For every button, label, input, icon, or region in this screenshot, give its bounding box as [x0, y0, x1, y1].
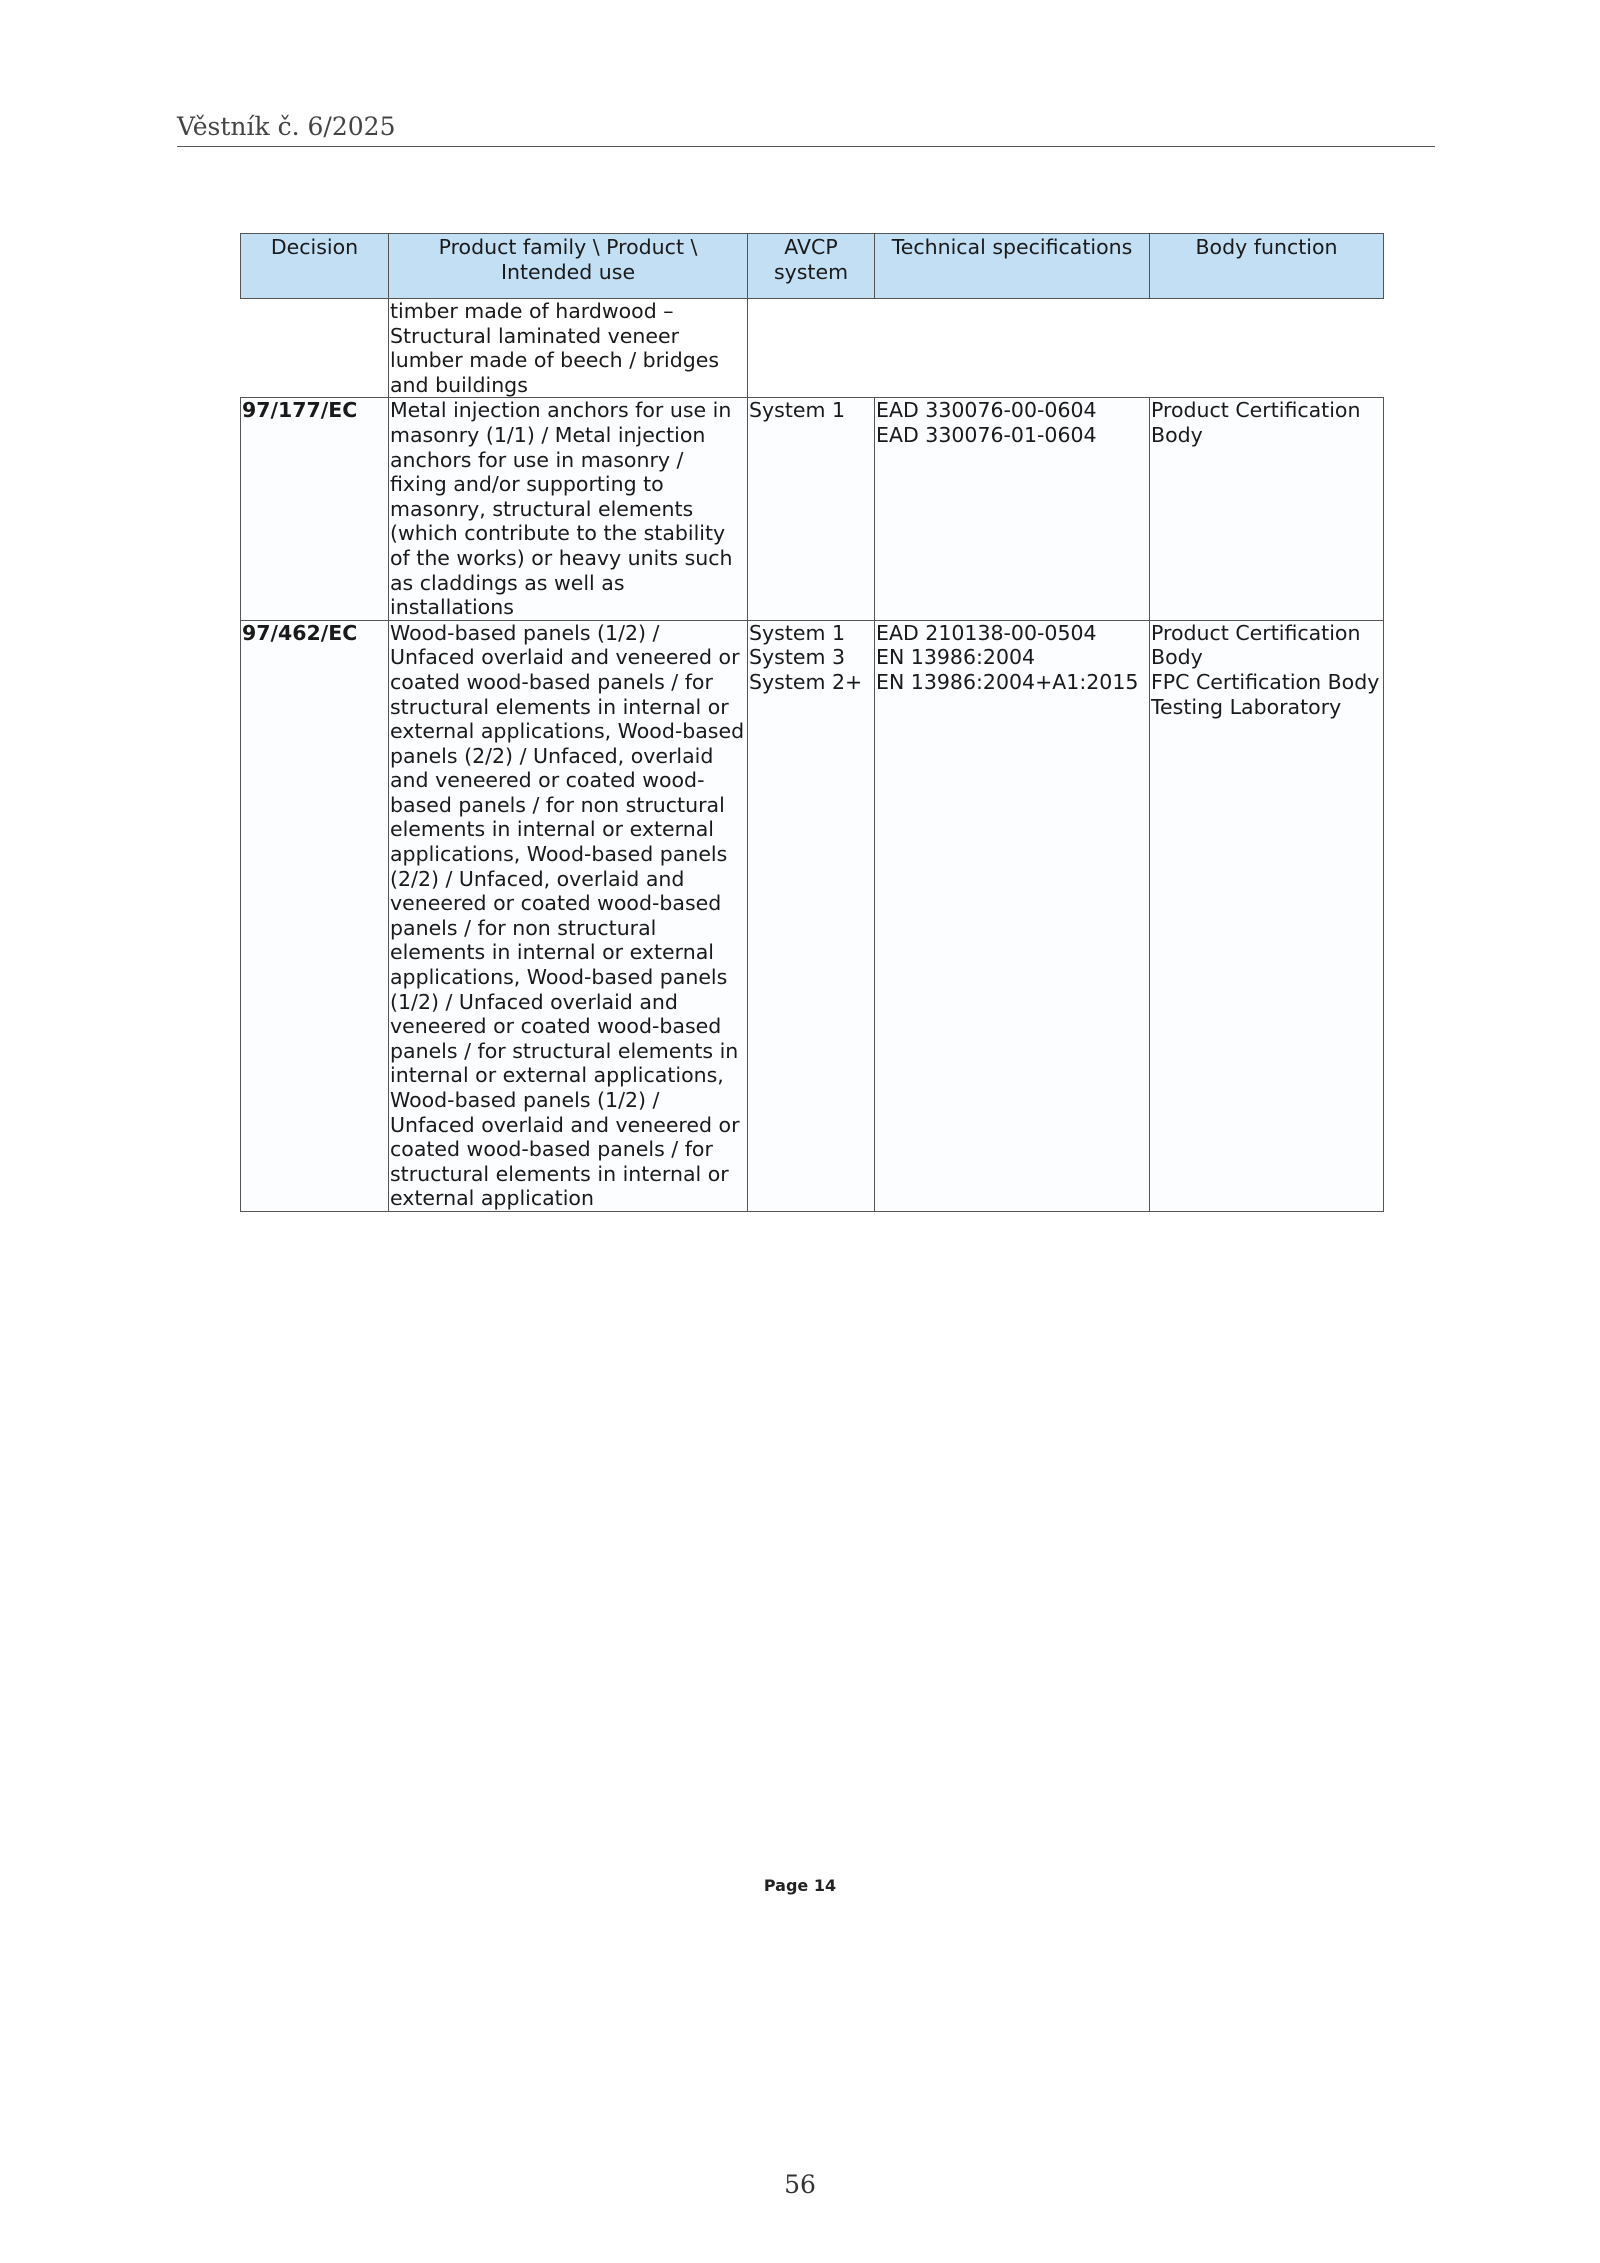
specification: EN 13986:2004+A1:2015: [876, 669, 1139, 694]
avcp-system: System 1: [749, 398, 846, 423]
body-function-cell: [1150, 620, 1384, 1211]
empty-cell: [241, 299, 389, 398]
column-header-body-function: Body function: [1150, 234, 1384, 299]
specification: EAD 330076-01-0604: [876, 422, 1097, 447]
column-header-decision: Decision: [241, 234, 389, 299]
decision-cell: 97/177/EC: [241, 398, 389, 620]
product-cell: timber made of hardwood – Structural laminated veneer lumber made of beech / bridges and buildings: [389, 299, 748, 398]
decision-cell: 97/462/EC: [241, 620, 389, 1211]
specification: EN 13986:2004: [876, 645, 1036, 670]
table-row: [241, 398, 1384, 620]
body-function: Product Certification Body: [1151, 398, 1361, 447]
body-function-cell: [1150, 398, 1384, 620]
specification-table: [240, 233, 1384, 1212]
column-header-specifications: Technical specifications: [875, 234, 1150, 299]
avcp-cell: [748, 620, 875, 1211]
specification: EAD 210138-00-0504: [876, 620, 1097, 645]
body-function: FPC Certification Body: [1151, 669, 1380, 694]
avcp-system: System 2+: [749, 669, 863, 694]
running-header: Věstník č. 6/2025: [177, 112, 396, 141]
empty-cell: [748, 299, 1384, 398]
page-number: 56: [784, 2170, 816, 2199]
specifications-cell: [875, 398, 1150, 620]
body-function: Testing Laboratory: [1151, 694, 1342, 719]
table-row-continuation: [241, 299, 1384, 398]
avcp-system: System 1: [749, 620, 846, 645]
table-header-row: [241, 234, 1384, 299]
specification: EAD 330076-00-0604: [876, 398, 1097, 423]
product-cell: Wood-based panels (1/2) / Unfaced overlaid and veneered or coated wood-based panels / for structural elements in internal or external applications, Wood-based panels (2/2) / Unfaced, overlaid and veneered or coated wood-based panels / for non structural elements in internal or external applications, Wood-based panels (2/2) / Unfaced, overlaid and veneered or coated wood-based panels / for non structural elements in internal or external applications, Wood-based panels (1/2) / Unfaced overlaid and veneered or coated wood-based panels / for structural elements in internal or external applications, Wood-based panels (1/2) / Unfaced overlaid and veneered or coated wood-based panels / for structural elements in internal or external application: [389, 620, 748, 1211]
column-header-product: Product family \ Product \ Intended use: [389, 234, 748, 299]
specifications-cell: [875, 620, 1150, 1211]
avcp-system: System 3: [749, 645, 846, 670]
avcp-cell: [748, 398, 875, 620]
body-function: Product Certification Body: [1151, 620, 1361, 670]
page-label: Page 14: [763, 1876, 837, 1895]
product-cell: Metal injection anchors for use in masonry (1/1) / Metal injection anchors for use in masonry / fixing and/or supporting to masonry, structural elements (which contribute to the stability of the works) or heavy units such as claddings as well as installations: [389, 398, 748, 620]
header-rule: [177, 146, 1435, 147]
column-header-avcp: AVCP system: [748, 234, 875, 299]
table-row: [241, 620, 1384, 1211]
